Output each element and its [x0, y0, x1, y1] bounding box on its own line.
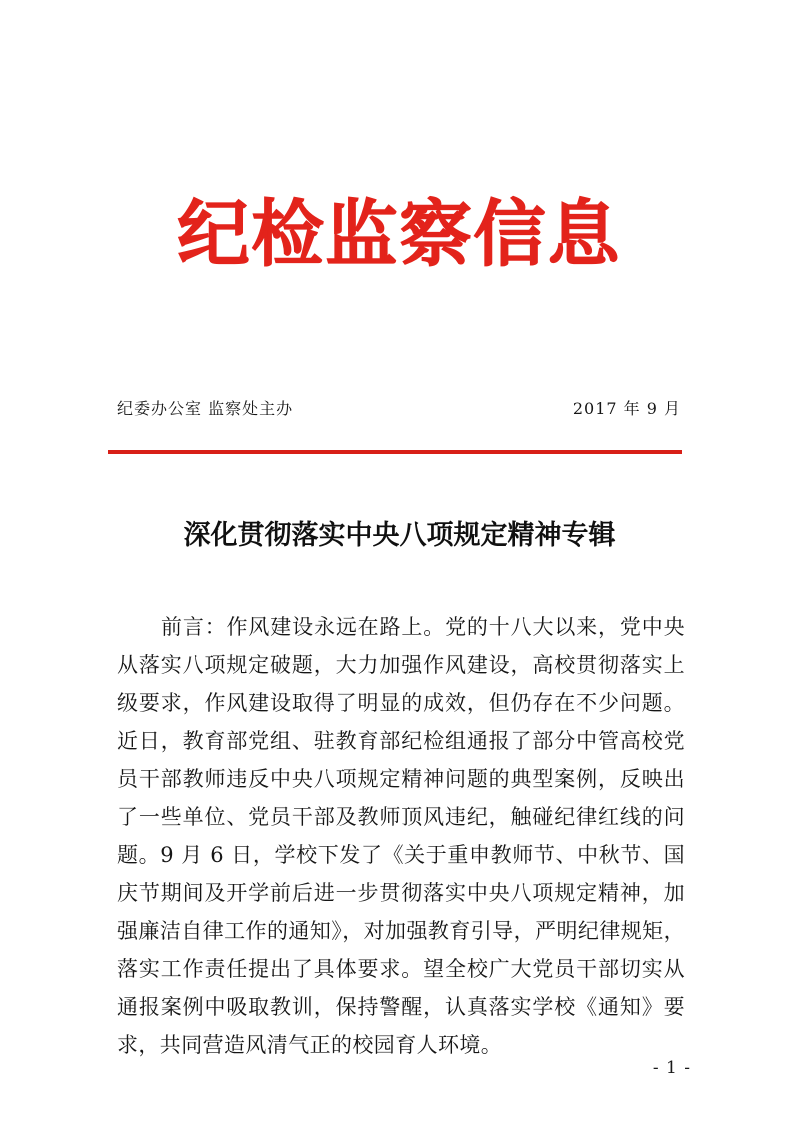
- publisher-label: 纪委办公室 监察处主办: [117, 399, 294, 418]
- red-divider-rule: [108, 450, 682, 454]
- headline-title: 深化贯彻落实中央八项规定精神专辑: [183, 520, 616, 551]
- body-paragraph: 前言：作风建设永远在路上。党的十八大以来，党中央从落实八项规定破题，大力加强作风建设，高校贯彻落实上级要求，作风建设取得了明显的成效，但仍存在不少问题。近日，教育部党组、驻教育部纪检组通报了部分中管高校党员干部教师违反中央八项规定精神问题的典型案例，反映出了一些单位、党员干部及教师顶风违纪，触碰纪律红线的问题。9 月 6 日，学校下发了《关于重申教师节、中秋节、国庆节期间及开学前后进一步贯彻落实中央八项规定精神，加强廉洁自律工作的通知》，对加强教育引导，严明纪律规矩，落实工作责任提出了具体要求。望全校广大党员干部切实从通报案例中吸取教训，保持警醒，认真落实学校《通知》要求，共同营造风清气正的校园育人环境。: [117, 615, 685, 1057]
- headline: [0, 522, 799, 549]
- body-content: [117, 608, 685, 1064]
- issue-line: [117, 396, 683, 419]
- page-number: - 1 -: [652, 1058, 691, 1078]
- masthead-title: 纪检监察信息: [177, 191, 622, 276]
- issue-date-label: 2017 年 9 月: [572, 399, 681, 418]
- masthead: [0, 191, 799, 276]
